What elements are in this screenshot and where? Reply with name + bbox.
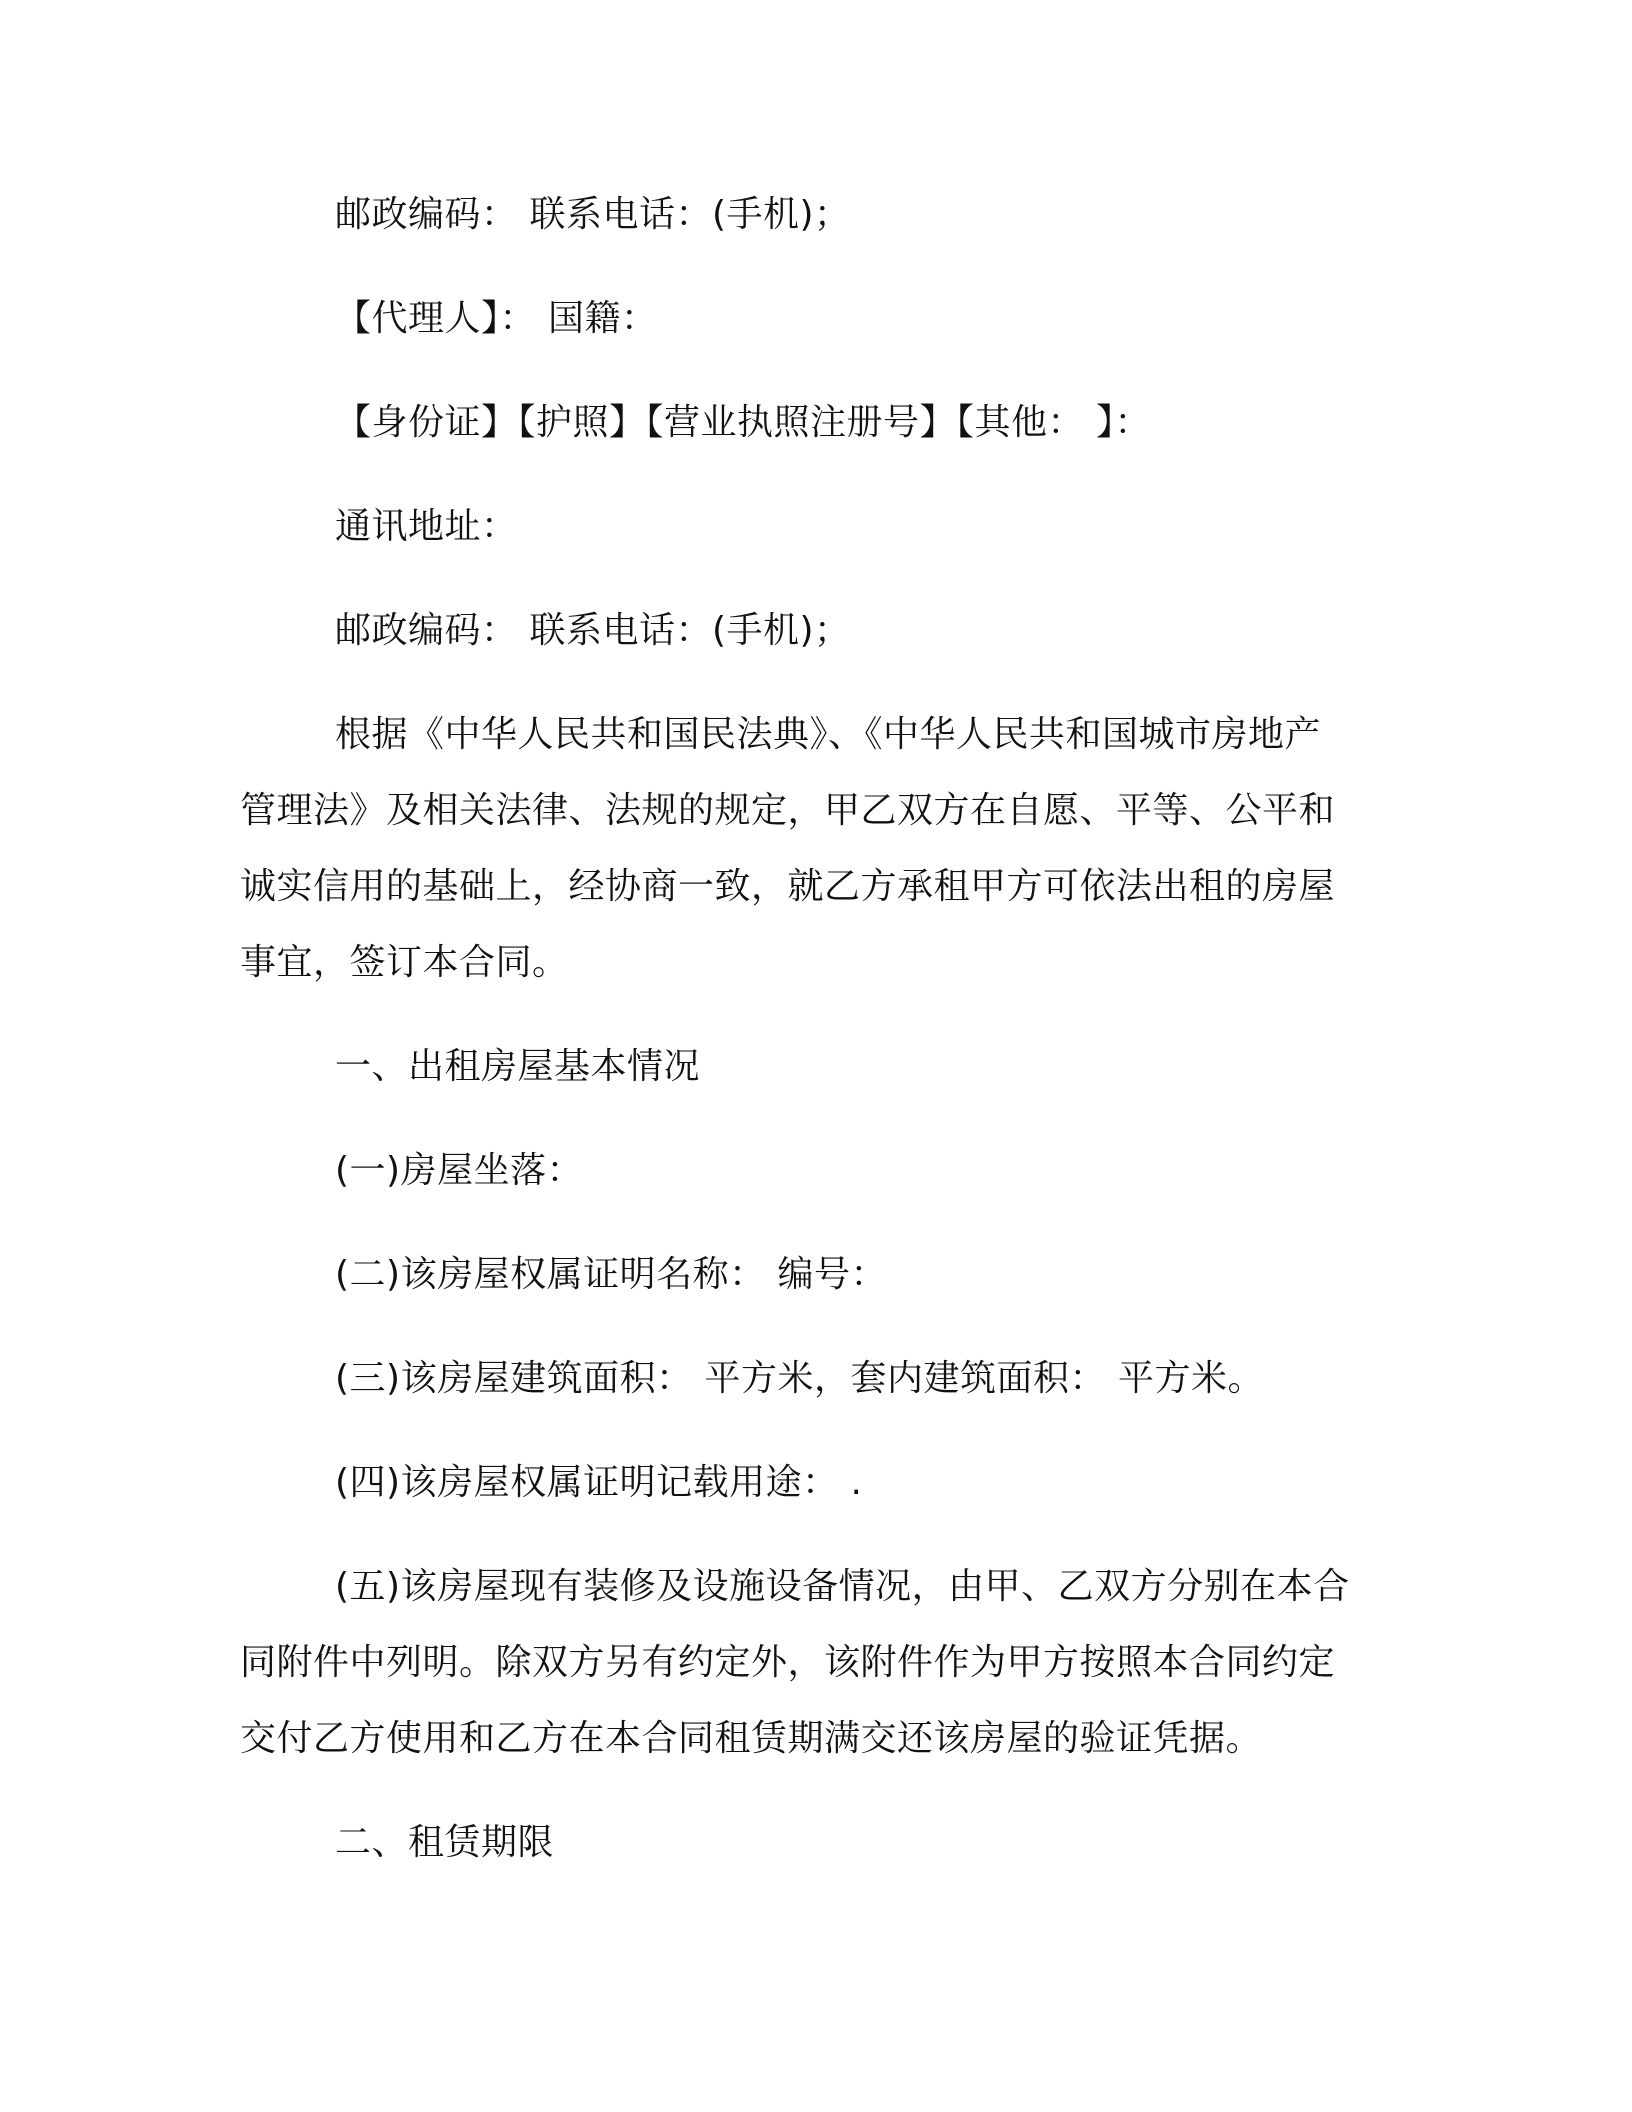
preamble-line-3: 诚实信用的基础上，经协商一致，就乙方承租甲方可依法出租的房屋 — [240, 866, 1336, 907]
preamble-line-4: 事宜，签订本合同。 — [240, 942, 569, 983]
item-3-area: (三)该房屋建筑面积： 平方米，套内建筑面积： 平方米。 — [335, 1358, 1264, 1399]
item-5-line-1: (五)该房屋现有装修及设施设备情况，由甲、乙双方分别在本合 — [335, 1566, 1350, 1607]
agent-nationality-line: 【代理人】： 国籍： — [335, 298, 658, 339]
postal-phone-line-2: 邮政编码： 联系电话：(手机)； — [335, 610, 851, 651]
item-1-location: (一)房屋坐落： — [335, 1150, 584, 1191]
preamble-line-2: 管理法》及相关法律、法规的规定，甲乙双方在自愿、平等、公平和 — [240, 790, 1336, 831]
section-2-heading: 二、租赁期限 — [335, 1822, 555, 1863]
section-1-heading: 一、出租房屋基本情况 — [335, 1046, 701, 1087]
id-type-line: 【身份证】【护照】【营业执照注册号】【其他： 】： — [335, 402, 1151, 443]
preamble-line-1: 根据《中华人民共和国民法典》、《中华人民共和国城市房地产 — [335, 714, 1322, 755]
item-5-line-2: 同附件中列明。除双方另有约定外，该附件作为甲方按照本合同约定 — [240, 1642, 1336, 1683]
item-4-usage: (四)该房屋权属证明记载用途： . — [335, 1462, 863, 1503]
postal-phone-line-1: 邮政编码： 联系电话：(手机)； — [335, 194, 851, 235]
item-5-line-3: 交付乙方使用和乙方在本合同租赁期满交还该房屋的验证凭据。 — [240, 1718, 1263, 1759]
address-line: 通讯地址： — [335, 506, 518, 547]
item-2-certificate: (二)该房屋权属证明名称： 编号： — [335, 1254, 888, 1295]
